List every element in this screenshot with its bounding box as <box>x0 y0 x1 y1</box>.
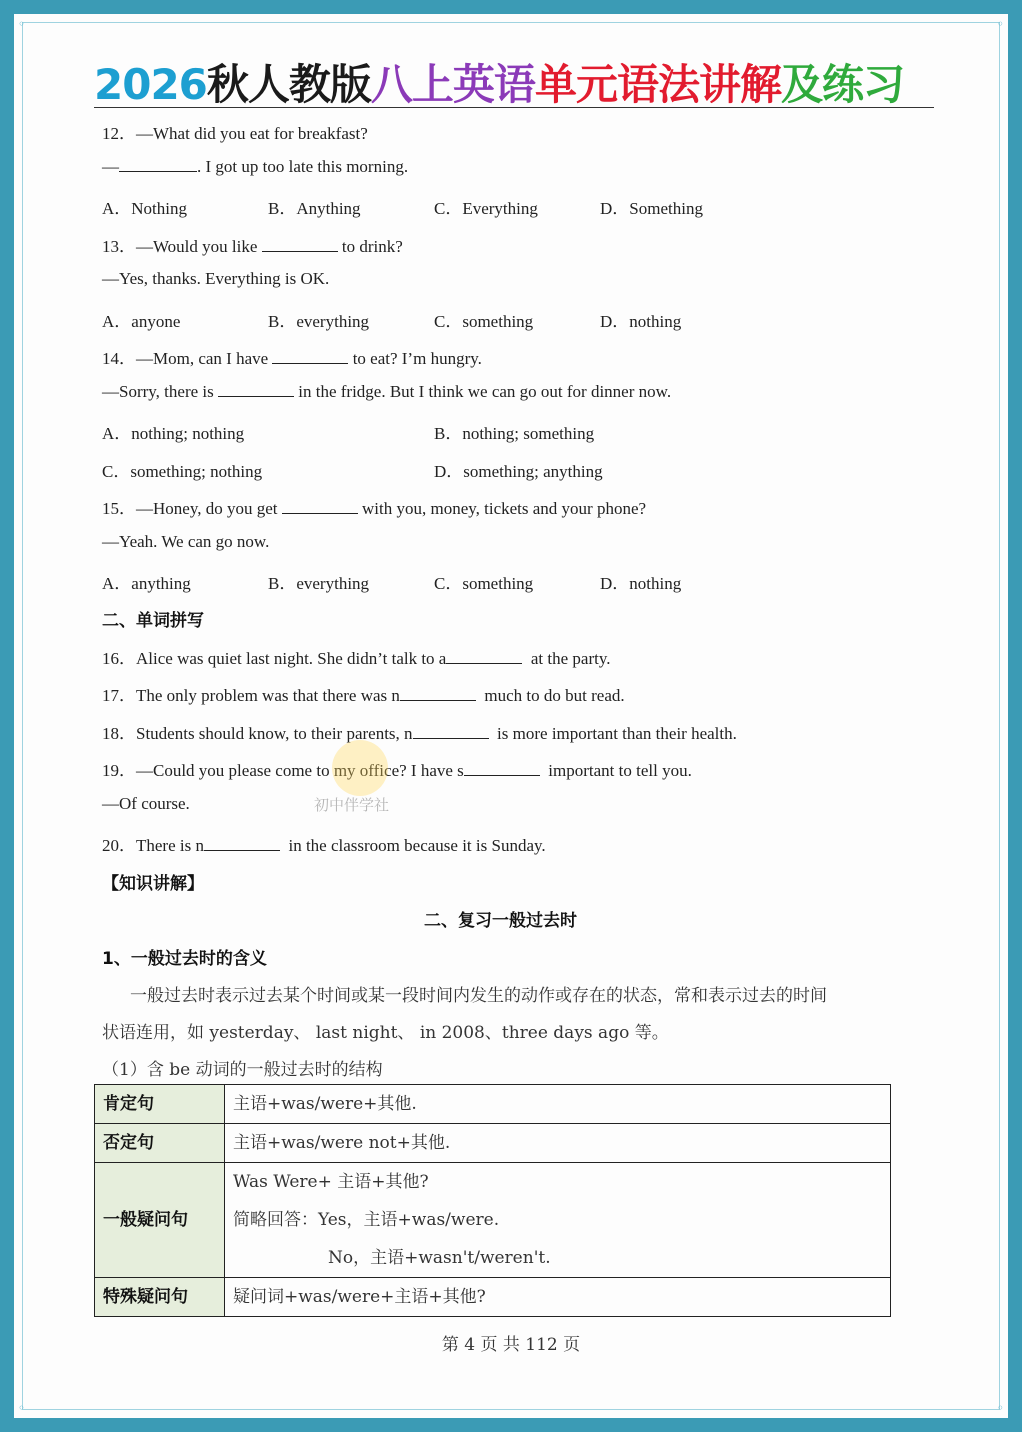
question-12: 12．—What did you eat for breakfast? <box>102 124 368 143</box>
section-title-past-tense: 二、复习一般过去时 <box>424 911 577 931</box>
question-15-reply: —Yeah. We can go now. <box>102 532 270 551</box>
option-d: D．something; anything <box>434 462 603 481</box>
answer-blank <box>446 649 522 664</box>
page-sheet <box>14 14 1008 1418</box>
question-15: 15．—Honey, do you get with you, money, tickets and your phone? <box>102 499 647 518</box>
table-row <box>95 1278 891 1317</box>
answer-blank <box>282 499 358 514</box>
answer-blank <box>262 237 338 252</box>
grammar-table <box>94 1084 891 1317</box>
subsection-title: 1、一般过去时的含义 <box>102 949 267 969</box>
answer-blank <box>218 382 294 397</box>
be-structure-title: （1）含 be 动词的一般过去时的结构 <box>102 1060 383 1080</box>
option-b: B．everything <box>268 574 370 593</box>
title-subject: 八上英语 <box>370 60 535 109</box>
question-20: 20．There is n in the classroom because it is Sunday. <box>102 836 546 855</box>
answer-blank <box>204 836 280 851</box>
question-12-reply: — . I got up too late this morning. <box>102 157 409 176</box>
title-practice: 及练习 <box>780 60 904 109</box>
row-text: 主语+was/were+其他. <box>233 1094 417 1114</box>
option-a: A．anything <box>102 574 191 593</box>
answer-blank <box>272 349 348 364</box>
table-row <box>95 1085 891 1124</box>
option-c: C．something; nothing <box>102 462 263 481</box>
option-d: D．nothing <box>600 312 682 331</box>
option-c: C．Everything <box>434 199 538 218</box>
row-text: Was Were+ 主语+其他? <box>233 1172 429 1192</box>
table-row <box>95 1163 891 1278</box>
corner-ornament: ◦ <box>996 1401 1004 1415</box>
option-d: D．nothing <box>600 574 682 593</box>
option-d: D．Something <box>600 199 703 218</box>
question-19-reply: —Of course. <box>102 794 190 813</box>
title-topic: 单元语法讲解 <box>534 60 781 109</box>
paragraph-line-1: 一般过去时表示过去某个时间或某一段时间内发生的动作或存在的状态，常和表示过去的时间 <box>130 986 827 1006</box>
title-year: 2026 <box>94 60 207 109</box>
row-label: 否定句 <box>103 1133 154 1153</box>
knowledge-tag: 【知识讲解】 <box>102 874 204 894</box>
paragraph-line-2: 状语连用，如 yesterday、 last night、 in 2008、three days ago 等。 <box>102 1023 669 1043</box>
answer-blank <box>400 686 476 701</box>
watermark-sun-logo <box>332 740 388 796</box>
title-edition: 秋人教版 <box>206 60 371 109</box>
row-text: 疑问词+was/were+主语+其他? <box>233 1287 486 1307</box>
option-b: B．Anything <box>268 199 361 218</box>
question-17: 17．The only problem was that there was n much to do but read. <box>102 686 625 705</box>
table-row <box>95 1124 891 1163</box>
row-label: 肯定句 <box>103 1094 154 1114</box>
option-c: C．something <box>434 312 534 331</box>
row-label: 特殊疑问句 <box>103 1287 188 1307</box>
option-a: A．Nothing <box>102 199 187 218</box>
row-text: 简略回答：Yes，主语+was/were. <box>233 1210 500 1230</box>
row-text: No，主语+wasn't/weren't. <box>328 1248 551 1268</box>
answer-blank <box>119 157 197 172</box>
question-19: 19．—Could you please come to my office? I have s important to tell you. <box>102 761 692 780</box>
watermark-text: 初中伴学社 <box>314 796 390 814</box>
question-13: 13．—Would you like to drink? <box>102 237 403 256</box>
answer-blank <box>464 761 540 776</box>
option-b: B．nothing; something <box>434 424 595 443</box>
option-a: A．anyone <box>102 312 181 331</box>
corner-ornament: ◦ <box>18 1401 26 1415</box>
corner-ornament: ◦ <box>996 17 1004 31</box>
option-b: B．everything <box>268 312 370 331</box>
question-14: 14．—Mom, can I have to eat? I’m hungry. <box>102 349 482 368</box>
page-footer: 第 4 页 共 112 页 <box>441 1335 581 1355</box>
question-16: 16．Alice was quiet last night. She didn’t talk to a at the party. <box>102 649 611 668</box>
option-c: C．something <box>434 574 534 593</box>
question-13-reply: —Yes, thanks. Everything is OK. <box>102 269 330 288</box>
row-label: 一般疑问句 <box>103 1210 188 1230</box>
corner-ornament: ◦ <box>18 17 26 31</box>
question-14-reply: —Sorry, there is in the fridge. But I think we can go out for dinner now. <box>102 382 672 401</box>
answer-blank <box>413 724 489 739</box>
question-18: 18．Students should know, to their parents, n is more important than their health. <box>102 724 737 743</box>
document-title <box>94 52 954 108</box>
title-underline <box>94 107 934 108</box>
option-a: A．nothing; nothing <box>102 424 245 443</box>
row-text: 主语+was/were not+其他. <box>233 1133 451 1153</box>
section-heading-spelling: 二、单词拼写 <box>102 611 204 631</box>
